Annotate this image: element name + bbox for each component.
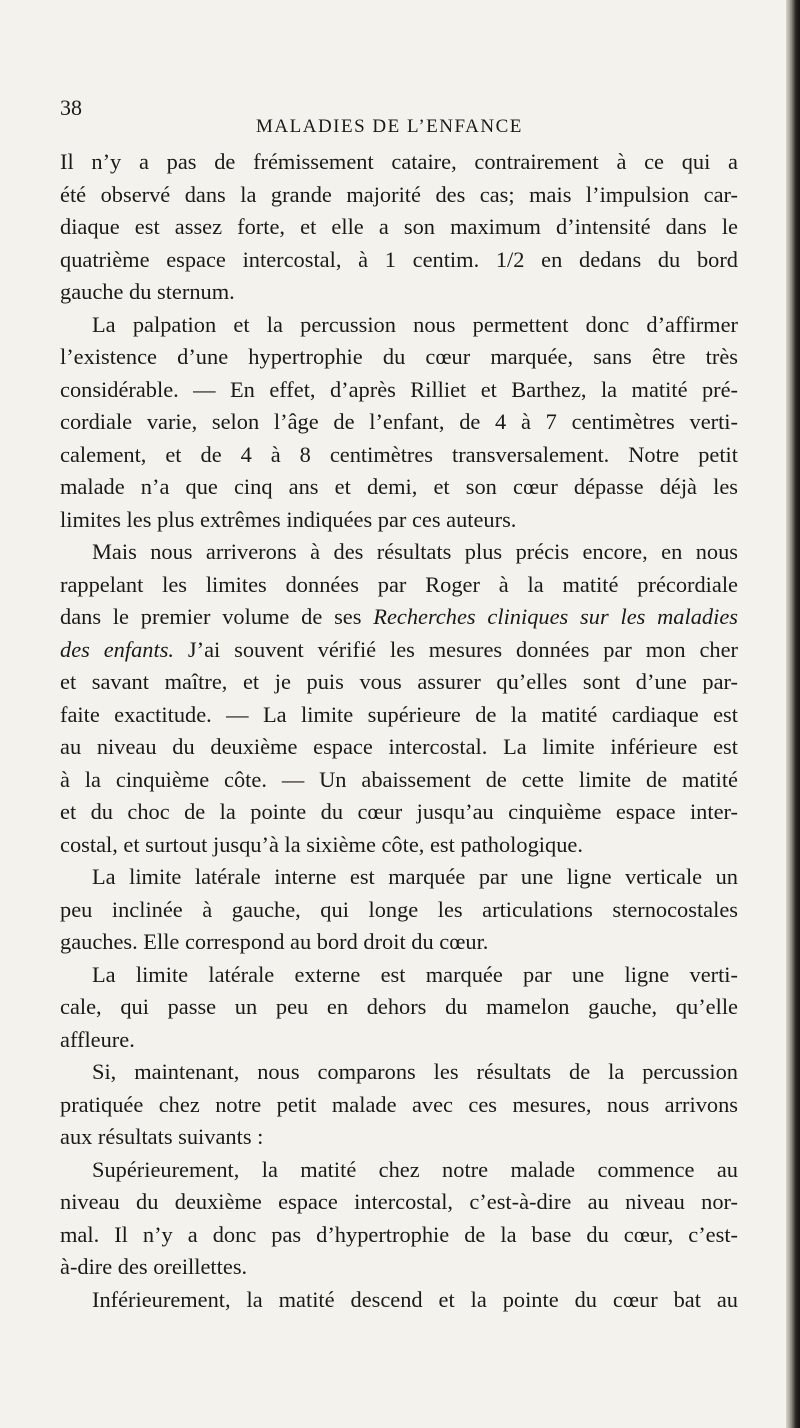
text-line: Mais nous arriverons à des résultats plus précis encore, en nous <box>92 539 738 564</box>
text-line: La limite latérale externe est marquée par une ligne verti- <box>92 961 738 987</box>
text-line: l’existence d’une hypertrophie du cœur marquée, sans être très <box>60 344 738 369</box>
text-line: rappelant les limites données par Roger à la matité précordiale <box>60 571 738 597</box>
text-line <box>60 601 738 634</box>
text-line: Si, maintenant, nous comparons les résultats de la percussion <box>92 1059 738 1084</box>
page-number: 38 <box>60 95 82 120</box>
text-line: gauches. Elle correspond au bord droit du cœur. <box>60 929 489 954</box>
book-title: des enfants. <box>60 636 175 662</box>
text-line: gauche du sternum. <box>60 279 235 304</box>
text-line: Inférieurement, la matité descend et la pointe du cœur bat au <box>92 1286 738 1312</box>
text-line: La limite latérale interne est marquée par une ligne verticale un <box>92 864 738 889</box>
text-line: Il n’y a pas de frémissement cataire, contrairement à ce qui a <box>60 149 738 174</box>
text-line: mal. Il n’y a donc pas d’hypertrophie de la base du cœur, c’est- <box>60 1221 738 1247</box>
book-title: Recherches cliniques sur les maladies <box>373 604 738 629</box>
text-line: faite exactitude. — La limite supérieure de la matité cardiaque est <box>60 701 738 727</box>
text-line: diaque est assez forte, et elle a son maximum d’intensité dans le <box>60 214 738 239</box>
text-line: et savant maître, et je puis vous assurer qu’elles sont d’une par- <box>60 669 738 694</box>
text-line: limites les plus extrêmes indiquées par ces auteurs. <box>60 506 517 532</box>
page-edge-shadow <box>786 0 800 1428</box>
text-run: dans le premier volume de ses <box>60 604 374 629</box>
text-line: considérable. — En effet, d’après Rilliet et Barthez, la matité pré- <box>60 376 738 402</box>
text-line: aux résultats suivants : <box>60 1124 264 1149</box>
running-title: MALADIES DE L’ENFANCE <box>256 116 523 137</box>
text-line: costal, et surtout jusqu’à la sixième côte, est pathologique. <box>60 831 583 857</box>
text-line: à-dire des oreillettes. <box>60 1254 248 1279</box>
body-text <box>60 146 738 1316</box>
text-line: niveau du deuxième espace intercostal, c’est-à-dire au niveau nor- <box>60 1189 738 1214</box>
text-run: J’ai souvent vérifié les mesures données par mon cher <box>174 636 738 662</box>
text-line: calement, et de 4 à 8 centimètres transversalement. Notre petit <box>60 441 738 467</box>
text-line: affleure. <box>60 1026 135 1052</box>
text-line: pratiquée chez notre petit malade avec ces mesures, nous arrivons <box>60 1091 738 1117</box>
text-line: et du choc de la pointe du cœur jusqu’au cinquième espace inter- <box>60 799 738 824</box>
text-line: été observé dans la grande majorité des cas; mais l’impulsion car- <box>60 181 738 207</box>
text-line: malade n’a que cinq ans et demi, et son cœur dépasse déjà les <box>60 474 738 499</box>
text-line: cale, qui passe un peu en dehors du mamelon gauche, qu’elle <box>60 994 738 1019</box>
text-line: cordiale varie, selon l’âge de l’enfant, de 4 à 7 centimètres verti- <box>60 409 738 434</box>
text-line <box>60 634 738 667</box>
text-line: peu inclinée à gauche, qui longe les articulations sternocostales <box>60 896 738 922</box>
text-line: quatrième espace intercostal, à 1 centim. 1/2 en dedans du bord <box>60 246 738 272</box>
text-line: au niveau du deuxième espace intercostal. La limite inférieure est <box>60 734 738 759</box>
text-line: Supérieurement, la matité chez notre malade commence au <box>92 1156 738 1182</box>
text-line: à la cinquième côte. — Un abaissement de cette limite de matité <box>60 766 738 792</box>
text-line: La palpation et la percussion nous permettent donc d’affirmer <box>92 311 738 337</box>
